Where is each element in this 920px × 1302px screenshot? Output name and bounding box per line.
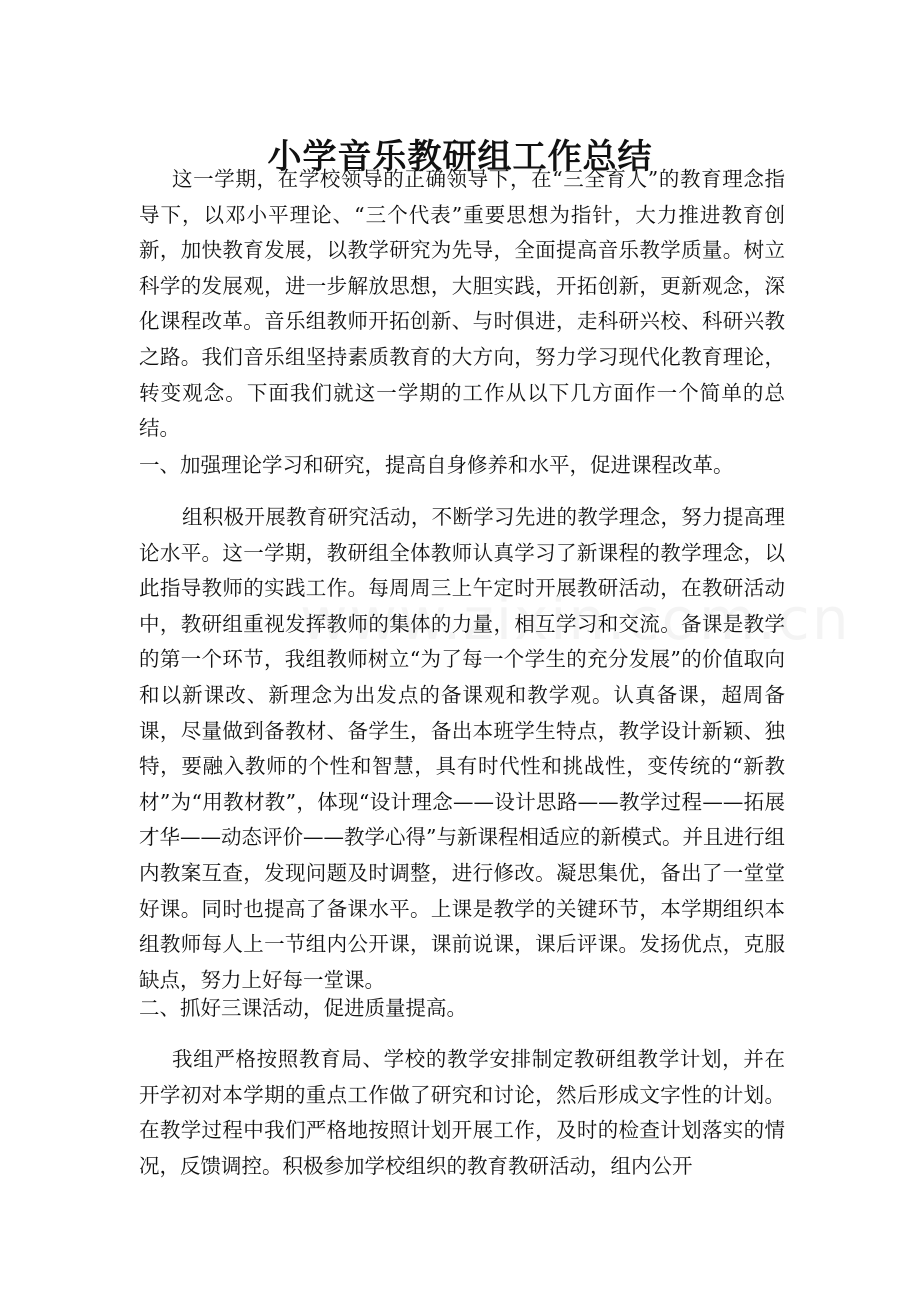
section-heading-1: 一、加强理论学习和研究，提高自身修养和水平，促进课程改革。 — [139, 453, 734, 477]
section-1-paragraph: 组积极开展教育研究活动，不断学习先进的教学理念，努力提高理论水平。这一学期，教研组全体教师认真学习了新课程的教学理念，以此指导教师的实践工作。每周周三上午定时开展教研活动，在教研活动中，教研组重视发挥教师的集体的力量，相互学习和交流。备课是教学的第一个环节，我组教师树立“为了每一个学生的充分发展”的价值取向和以新课改、新理念为出发点的备课观和教学观。认真备课，超周备课，尽量做到备教材、备学生，备出本班学生特点，教学设计新颖、独特，要融入教师的个性和智慧，具有时代性和挑战性，变传统的“新教材”为“用教材教”，体现“设计理念——设计思路——教学过程——拓展才华——动态评价——教学心得”与新课程相适应的新模式。并且进行组内教案互查，发现问题及时调整，进行修改。凝思集优，备出了一堂堂好课。同时也提高了备课水平。上课是教学的关键环节，本学期组织本组教师每人上一节组内公开课，课前说课，课后评课。发扬优点，克服缺点，努力上好每一堂课。 — [139, 505, 785, 992]
intro-paragraph: 这一学期，在学校领导的正确领导下，在“三全育人”的教育理念指导下，以邓小平理论、“三个代表”重要思想为指针，大力推进教育创新，加快教育发展，以教学研究为先导，全面提高音乐教学质量。树立科学的发展观，进一步解放思想，大胆实践，开拓创新，更新观念，深化课程改革。音乐组教师开拓创新、与时俱进，走科研兴校、科研兴教之路。我们音乐组坚持素质教育的大方向，努力学习现代化教育理论，转变观念。下面我们就这一学期的工作从以下几方面作一个简单的总结。 — [139, 167, 785, 441]
document-title: 小学音乐教研组工作总结 — [267, 136, 653, 177]
section-heading-2: 二、抓好三课活动，促进质量提高。 — [139, 996, 467, 1020]
section-2-paragraph: 我组严格按照教育局、学校的教学安排制定教研组教学计划，并在开学初对本学期的重点工作做了研究和讨论，然后形成文字性的计划。在教学过程中我们严格地按照计划开展工作，及时的检查计划落实的情况，反馈调控。积极参加学校组织的教育教研活动，组内公开 — [139, 1047, 785, 1178]
